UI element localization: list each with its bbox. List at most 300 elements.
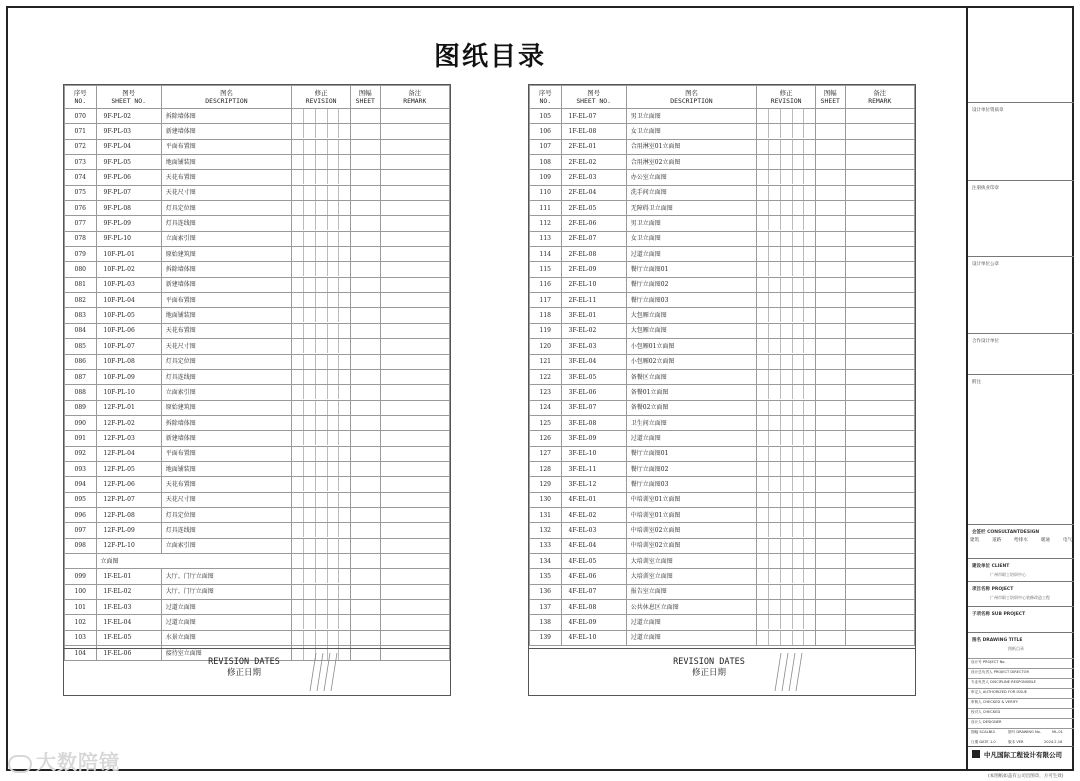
sheet-size-cell [816, 339, 845, 354]
sheet-description: 大厅、门厅立面图 [161, 584, 291, 599]
sheet-number: 1F-EL-01 [96, 569, 161, 584]
table-row [530, 477, 915, 492]
revision-cell [292, 109, 351, 124]
sheet-description: 原始建筑图 [161, 247, 291, 262]
row-number: 076 [65, 201, 97, 216]
remark-cell [380, 216, 449, 231]
revision-cell [292, 308, 351, 323]
table-row [65, 477, 450, 492]
project-row: 项目名称 PROJECT 广州市职工培训中心装修改造工程 [968, 581, 1074, 582]
revision-cell [292, 569, 351, 584]
row-number: 138 [530, 615, 562, 630]
revision-cell [757, 523, 816, 538]
client-row: 建设单位 CLIENT 广州市职工培训中心 [968, 558, 1074, 559]
revision-cell [292, 277, 351, 292]
row-number: 125 [530, 415, 562, 430]
row-number: 102 [65, 615, 97, 630]
sheet-description: 餐厅立面图01 [626, 446, 756, 461]
company-row [968, 746, 1074, 761]
table-row [65, 139, 450, 154]
sheet-number: 3F-EL-07 [561, 400, 626, 415]
revision-dates-label: REVISION DATES 修正日期 [673, 657, 745, 678]
sheet-size-cell [351, 201, 380, 216]
sheet-size-cell [816, 569, 845, 584]
sheet-description: 天花布置图 [161, 170, 291, 185]
sheet-size-cell [351, 354, 380, 369]
sheet-number: 10F-PL-05 [96, 308, 161, 323]
table-row [530, 584, 915, 599]
remark-cell [380, 293, 449, 308]
title-block-notes: 附注 [968, 374, 1074, 375]
remark-cell [845, 247, 914, 262]
revision-dates-label: REVISION DATES 修正日期 [208, 657, 280, 678]
sheet-size-cell [351, 431, 380, 446]
sheet-description: 灯具连线图 [161, 523, 291, 538]
sheet-size-cell [816, 185, 845, 200]
row-number: 106 [530, 124, 562, 139]
row-number: 123 [530, 385, 562, 400]
table-header-row [65, 86, 450, 109]
sheet-size-cell [351, 600, 380, 615]
revision-cell [292, 216, 351, 231]
col-header-revision: 修正 REVISION [292, 86, 351, 109]
sheet-size-cell [351, 569, 380, 584]
row-number: 095 [65, 492, 97, 507]
revision-cell [292, 247, 351, 262]
remark-cell [845, 431, 914, 446]
sheet-number: 2F-EL-06 [561, 216, 626, 231]
company-logo-icon [972, 750, 980, 758]
sheet-number: 3F-EL-01 [561, 308, 626, 323]
row-number: 137 [530, 600, 562, 615]
sheet-size-cell [816, 247, 845, 262]
sheet-description: 大包厢立面图 [626, 323, 756, 338]
row-number: 084 [65, 323, 97, 338]
row-number: 103 [65, 630, 97, 645]
sheet-description: 过道立面图 [161, 615, 291, 630]
table-header-row [530, 86, 915, 109]
remark-cell [845, 323, 914, 338]
remark-cell [845, 354, 914, 369]
row-number: 130 [530, 492, 562, 507]
table-body-right [530, 109, 915, 646]
remark-cell [845, 507, 914, 522]
sheet-description: 餐厅立面图03 [626, 293, 756, 308]
sheet-size-cell [351, 139, 380, 154]
company-name: 中凡国际工程设计有限公司 [984, 751, 1062, 759]
table-row [530, 216, 915, 231]
sheet-description: 新建墙体图 [161, 124, 291, 139]
row-number: 099 [65, 569, 97, 584]
remark-cell [845, 615, 914, 630]
row-number: 131 [530, 507, 562, 522]
remark-cell [845, 277, 914, 292]
row-number: 083 [65, 308, 97, 323]
table-row [65, 630, 450, 645]
revision-cell [292, 231, 351, 246]
remark-cell [845, 477, 914, 492]
table-row [530, 170, 915, 185]
row-number: 078 [65, 231, 97, 246]
sheet-size-cell [351, 523, 380, 538]
table-row [65, 231, 450, 246]
watermark-logo-icon [8, 755, 32, 773]
sheet-number: 4F-EL-09 [561, 615, 626, 630]
sheet-size-cell [816, 109, 845, 124]
sheet-number: 3F-EL-06 [561, 385, 626, 400]
table-row [530, 538, 915, 553]
row-number: 090 [65, 415, 97, 430]
revision-cell [292, 461, 351, 476]
sheet-description: 地面铺装图 [161, 155, 291, 170]
revision-cell [757, 630, 816, 645]
sheet-size-cell [816, 277, 845, 292]
sheet-number: 9F-PL-09 [96, 216, 161, 231]
sheet-size-cell [816, 124, 845, 139]
sheet-description: 灯具定位图 [161, 507, 291, 522]
row-number: 097 [65, 523, 97, 538]
sheet-number: 12F-PL-01 [96, 400, 161, 415]
col-header-sheet-no: 图号 SHEET NO. [561, 86, 626, 109]
row-number: 120 [530, 339, 562, 354]
table-row [65, 400, 450, 415]
sheet-number: 2F-EL-08 [561, 247, 626, 262]
revision-cell [292, 523, 351, 538]
sheet-size-cell [351, 339, 380, 354]
sheet-description: 餐厅立面图02 [626, 461, 756, 476]
revision-cell [757, 185, 816, 200]
revision-cell [292, 323, 351, 338]
table-row [530, 308, 915, 323]
table-row [530, 523, 915, 538]
revision-cell [757, 615, 816, 630]
revision-cell [757, 385, 816, 400]
table-row [65, 615, 450, 630]
sheet-number: 4F-EL-03 [561, 523, 626, 538]
revision-cell [757, 247, 816, 262]
table-row [65, 109, 450, 124]
remark-cell [380, 354, 449, 369]
sheet-size-cell [816, 477, 845, 492]
sheet-size-cell [816, 538, 845, 553]
title-block-section: 设计单位资质章 [968, 102, 1074, 103]
row-number: 082 [65, 293, 97, 308]
sheet-size-cell [351, 262, 380, 277]
sheet-number: 10F-PL-02 [96, 262, 161, 277]
row-number: 094 [65, 477, 97, 492]
row-number: 075 [65, 185, 97, 200]
row-number: 088 [65, 385, 97, 400]
revision-cell [292, 600, 351, 615]
sheet-number: 4F-EL-04 [561, 538, 626, 553]
revision-dates-panel [529, 648, 915, 695]
remark-cell [380, 507, 449, 522]
table-body-left [65, 109, 450, 661]
sheet-size-cell [816, 369, 845, 384]
sheet-number: 3F-EL-05 [561, 369, 626, 384]
section-label: 立面图 [96, 553, 292, 568]
sheet-number: 4F-EL-01 [561, 492, 626, 507]
sheet-description: 备餐区立面图 [626, 369, 756, 384]
remark-cell [380, 247, 449, 262]
col-header-description: 图名 DESCRIPTION [626, 86, 756, 109]
col-header-remark: 备注 REMARK [845, 86, 914, 109]
row-number: 107 [530, 139, 562, 154]
revision-cell [292, 201, 351, 216]
revision-cell [292, 155, 351, 170]
sheet-number: 1F-EL-07 [561, 109, 626, 124]
footer-note: (本图纸如盖有公司出图章，方可生效) [988, 774, 1064, 779]
sheet-number: 9F-PL-10 [96, 231, 161, 246]
sheet-description: 灯具连线图 [161, 216, 291, 231]
table-row [530, 385, 915, 400]
sheet-description: 备餐01立面图 [626, 385, 756, 400]
col-header-sheet-no: 图号 SHEET NO. [96, 86, 161, 109]
revision-date-slashes [300, 651, 340, 691]
sheet-number: 1F-EL-03 [96, 600, 161, 615]
sheet-description: 立面索引图 [161, 385, 291, 400]
row-number: 118 [530, 308, 562, 323]
sheet-size-cell [351, 323, 380, 338]
sheet-description: 立面索引图 [161, 231, 291, 246]
table-row [530, 553, 915, 568]
remark-cell [845, 216, 914, 231]
revision-cell [757, 569, 816, 584]
remark-cell [845, 446, 914, 461]
table-row [530, 369, 915, 384]
row-number: 074 [65, 170, 97, 185]
sheet-description: 天花尺寸图 [161, 185, 291, 200]
sheet-number: 10F-PL-06 [96, 323, 161, 338]
revision-cell [292, 415, 351, 430]
revision-cell [757, 170, 816, 185]
sheet-description: 灯具连线图 [161, 369, 291, 384]
remark-cell [845, 185, 914, 200]
remark-cell [845, 109, 914, 124]
row-number: 124 [530, 400, 562, 415]
sheet-number: 2F-EL-04 [561, 185, 626, 200]
sheet-size-cell [351, 400, 380, 415]
sheet-description: 洗手间立面图 [626, 185, 756, 200]
sheet-description: 合用淋室02立面图 [626, 155, 756, 170]
sheet-number: 3F-EL-10 [561, 446, 626, 461]
sheet-size-cell [351, 231, 380, 246]
table-row [65, 415, 450, 430]
row-number: 098 [65, 538, 97, 553]
remark-cell [380, 262, 449, 277]
sheet-size-cell [816, 385, 845, 400]
table-row [530, 431, 915, 446]
remark-cell [845, 400, 914, 415]
sheet-number: 4F-EL-06 [561, 569, 626, 584]
sheet-description: 卫生间立面图 [626, 415, 756, 430]
sheet-number: 1F-EL-02 [96, 584, 161, 599]
table-row [530, 139, 915, 154]
remark-cell [380, 231, 449, 246]
drawing-list-right [528, 84, 916, 696]
remark-cell [380, 170, 449, 185]
sheet-size-cell [351, 446, 380, 461]
table-row [530, 461, 915, 476]
sheet-description: 大包厢立面图 [626, 308, 756, 323]
sheet-size-cell [816, 584, 845, 599]
sheet-number: 10F-PL-04 [96, 293, 161, 308]
remark-cell [380, 339, 449, 354]
sheet-description: 灯具定位图 [161, 354, 291, 369]
sheet-description: 拆除墙体图 [161, 262, 291, 277]
sheet-description: 过道立面图 [626, 247, 756, 262]
title-block-section: 注册执业印章 [968, 180, 1074, 181]
remark-cell [845, 155, 914, 170]
sheet-size-cell [816, 293, 845, 308]
revision-cell [757, 507, 816, 522]
row-number: 087 [65, 369, 97, 384]
remark-cell [845, 124, 914, 139]
sheet-size-cell [351, 538, 380, 553]
revision-cell [757, 431, 816, 446]
row-number: 085 [65, 339, 97, 354]
sheet-size-cell [351, 124, 380, 139]
sheet-description: 备餐02立面图 [626, 400, 756, 415]
sheet-description: 餐厅立面图03 [626, 477, 756, 492]
sheet-size-cell [816, 431, 845, 446]
revision-cell [757, 139, 816, 154]
revision-cell [292, 446, 351, 461]
remark-cell [845, 584, 914, 599]
row-number: 121 [530, 354, 562, 369]
row-number: 077 [65, 216, 97, 231]
sheet-size-cell [351, 415, 380, 430]
row-number: 126 [530, 431, 562, 446]
table-row [530, 185, 915, 200]
sheet-description: 过道立面图 [161, 600, 291, 615]
sheet-number: 9F-PL-06 [96, 170, 161, 185]
row-number: 136 [530, 584, 562, 599]
table-row [65, 569, 450, 584]
sheet-number: 9F-PL-07 [96, 185, 161, 200]
sheet-size-cell [816, 354, 845, 369]
revision-cell [292, 354, 351, 369]
col-header-sheet: 图幅 SHEET [351, 86, 380, 109]
remark-cell [380, 323, 449, 338]
remark-cell [380, 538, 449, 553]
drawing-index-table-left [64, 85, 450, 661]
sheet-description: 天花布置图 [161, 477, 291, 492]
table-row [530, 339, 915, 354]
sheet-description: 原始建筑图 [161, 400, 291, 415]
sheet-number: 1F-EL-05 [96, 630, 161, 645]
sheet-number: 12F-PL-08 [96, 507, 161, 522]
sheet-number: 4F-EL-05 [561, 553, 626, 568]
row-number: 116 [530, 277, 562, 292]
table-row [65, 262, 450, 277]
sheet-number: 1F-EL-08 [561, 124, 626, 139]
col-header-description: 图名 DESCRIPTION [161, 86, 291, 109]
sheet-description: 拆除墙体图 [161, 109, 291, 124]
remark-cell [845, 385, 914, 400]
remark-cell [845, 415, 914, 430]
row-number: 109 [530, 170, 562, 185]
sheet-description: 小包厢01立面图 [626, 339, 756, 354]
revision-cell [757, 339, 816, 354]
col-header-sheet: 图幅 SHEET [816, 86, 845, 109]
remark-cell [380, 308, 449, 323]
row-number: 129 [530, 477, 562, 492]
revision-cell [757, 155, 816, 170]
remark-cell [380, 600, 449, 615]
revision-cell [292, 630, 351, 645]
sheet-description: 大厅、门厅立面图 [161, 569, 291, 584]
table-row [530, 569, 915, 584]
table-row [530, 446, 915, 461]
sheet-description: 办公室立面图 [626, 170, 756, 185]
sheet-number: 12F-PL-10 [96, 538, 161, 553]
sheet-description: 大培训室立面图 [626, 553, 756, 568]
remark-cell [380, 124, 449, 139]
remark-cell [380, 477, 449, 492]
sheet-size-cell [351, 385, 380, 400]
row-number: 119 [530, 323, 562, 338]
sheet-description: 过道立面图 [626, 615, 756, 630]
sheet-number: 2F-EL-01 [561, 139, 626, 154]
table-row [65, 369, 450, 384]
sheet-size-cell [816, 400, 845, 415]
table-row [65, 354, 450, 369]
row-number: 117 [530, 293, 562, 308]
row-number: 128 [530, 461, 562, 476]
revision-cell [292, 615, 351, 630]
sheet-number: 12F-PL-02 [96, 415, 161, 430]
row-number: 122 [530, 369, 562, 384]
remark-cell [845, 262, 914, 277]
sheet-description: 过道立面图 [626, 431, 756, 446]
remark-cell [845, 553, 914, 568]
table-row [530, 277, 915, 292]
sheet-description: 合用淋室01立面图 [626, 139, 756, 154]
sheet-size-cell [816, 553, 845, 568]
sheet-description: 中培训室02立面图 [626, 538, 756, 553]
revision-cell [757, 492, 816, 507]
sheet-description: 女卫立面图 [626, 231, 756, 246]
row-number: 104 [65, 646, 97, 661]
sheet-description: 地面铺装图 [161, 461, 291, 476]
remark-cell [380, 415, 449, 430]
revision-cell [292, 492, 351, 507]
sheet-size-cell [816, 155, 845, 170]
revision-cell [292, 400, 351, 415]
sheet-size-cell [816, 600, 845, 615]
table-section-row [65, 553, 450, 568]
row-number: 139 [530, 630, 562, 645]
sheet-size-cell [351, 216, 380, 231]
sheet-number: 10F-PL-01 [96, 247, 161, 262]
sub-project-row: 子项名称 SUB PROJECT [968, 606, 1074, 607]
table-row [65, 170, 450, 185]
remark-cell [380, 523, 449, 538]
sheet-description: 平面布置图 [161, 293, 291, 308]
sheet-number: 1F-EL-04 [96, 615, 161, 630]
table-row [65, 446, 450, 461]
sheet-number: 3F-EL-03 [561, 339, 626, 354]
remark-cell [380, 201, 449, 216]
row-number: 110 [530, 185, 562, 200]
revision-cell [292, 170, 351, 185]
table-row [65, 323, 450, 338]
revision-cell [292, 339, 351, 354]
table-row [530, 323, 915, 338]
sheet-number: 9F-PL-05 [96, 155, 161, 170]
table-row [530, 231, 915, 246]
